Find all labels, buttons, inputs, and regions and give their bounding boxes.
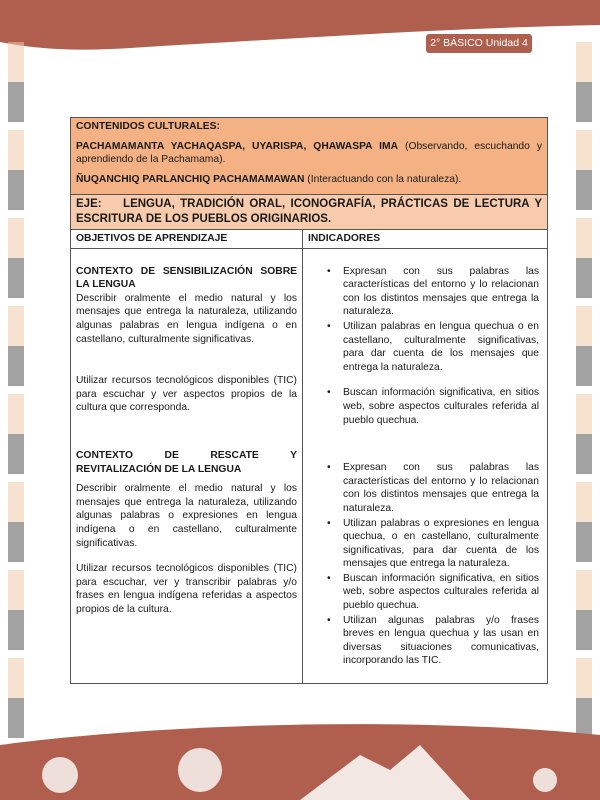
- section-1-title: CONTEXTO DE SENSIBILIZACIÓN SOBRE LA LENGUA: [76, 265, 297, 291]
- indicator: • Buscan información significativa, en sitios web, sobre aspectos culturales referida al pueblo quechua.: [343, 386, 539, 427]
- column-header-objetivos: OBJETIVOS DE APRENDIZAJE: [76, 233, 228, 244]
- curriculum-table: [70, 117, 548, 684]
- contenido-2-text: (Interactuando con la naturaleza).: [304, 173, 462, 185]
- indicator: • Buscan información significativa, en sitios web, sobre aspectos culturales referida al pueblo quechua.: [343, 572, 539, 613]
- section-2-objective-2: Utilizar recursos tecnológicos disponibles (TIC) para escuchar, ver y transcribir palabras y/o frases en lengua indígena referidas a aspectos propios de la cultura.: [76, 563, 297, 615]
- section-1-objective-1: Describir oralmente el medio natural y los mensajes que entrega la naturaleza, utilizando algunas palabras en lengua indígena o en castellano, culturalmente significativas.: [76, 292, 297, 345]
- indicator: • Utilizan algunas palabras y/o frases breves en lengua quechua y las usan en diversas situaciones comunicativas, incorporando las TIC.: [343, 614, 539, 668]
- indicator: • Expresan con sus palabras las características del entorno y lo relacionan con los distintos mensajes que entrega la naturaleza.: [343, 265, 539, 319]
- objetivos-cell: [71, 248, 303, 683]
- indicadores-cell: [303, 248, 548, 683]
- indicator: • Utilizan palabras o expresiones en lengua quechua, o en castellano, culturalmente significativas, para dar cuenta de los mensajes que entrega la naturaleza.: [343, 517, 539, 571]
- left-pattern-border: [8, 42, 24, 742]
- section-2-title: CONTEXTO DE RESCATE Y REVITALIZACIÓN DE LA LENGUA: [76, 449, 297, 475]
- indicator: • Utilizan palabras en lengua quechua o en castellano, culturalmente significativas, para dar cuenta de los mensajes que entrega la naturaleza.: [343, 320, 539, 374]
- grade-unit-badge: 2° BÁSICO Unidad 4: [426, 34, 532, 53]
- contenido-2-title: ÑUQANCHIQ PARLANCHIQ PACHAMAMAWAN: [76, 173, 305, 185]
- section-2-objective-1: Describir oralmente el medio natural y los mensajes que entrega la naturaleza, utilizando algunas palabras o expresiones en lengua indígena o en castellano, culturalmente significativas.: [76, 483, 297, 549]
- contenido-1-text: (Observando, escuchando y aprendiendo de la Pachamama).: [76, 140, 542, 166]
- column-header-indicadores: INDICADORES: [308, 233, 381, 244]
- footer-landscape-illustration: [0, 715, 600, 800]
- contenidos-title: CONTENIDOS CULTURALES:: [76, 121, 220, 132]
- contenido-1-title: PACHAMAMANTA YACHAQASPA, UYARISPA, QHAWASPA IMA: [76, 140, 399, 152]
- right-pattern-border: [576, 42, 592, 742]
- indicator: • Expresan con sus palabras las características del entorno y lo relacionan con los distintos mensajes que entrega la naturaleza.: [343, 461, 539, 515]
- section-1-objective-2: Utilizar recursos tecnológicos disponibles (TIC) para escuchar y ver aspectos propios de la cultura que corresponda.: [76, 375, 297, 414]
- eje-cell: [71, 195, 548, 230]
- eje-label: EJE:: [76, 198, 102, 210]
- contenidos-cell: [71, 118, 548, 195]
- eje-text: LENGUA, TRADICIÓN ORAL, ICONOGRAFÍA, PRÁCTICAS DE LECTURA Y ESCRITURA DE LOS PUEBLOS ORIGINARIOS.: [76, 198, 543, 225]
